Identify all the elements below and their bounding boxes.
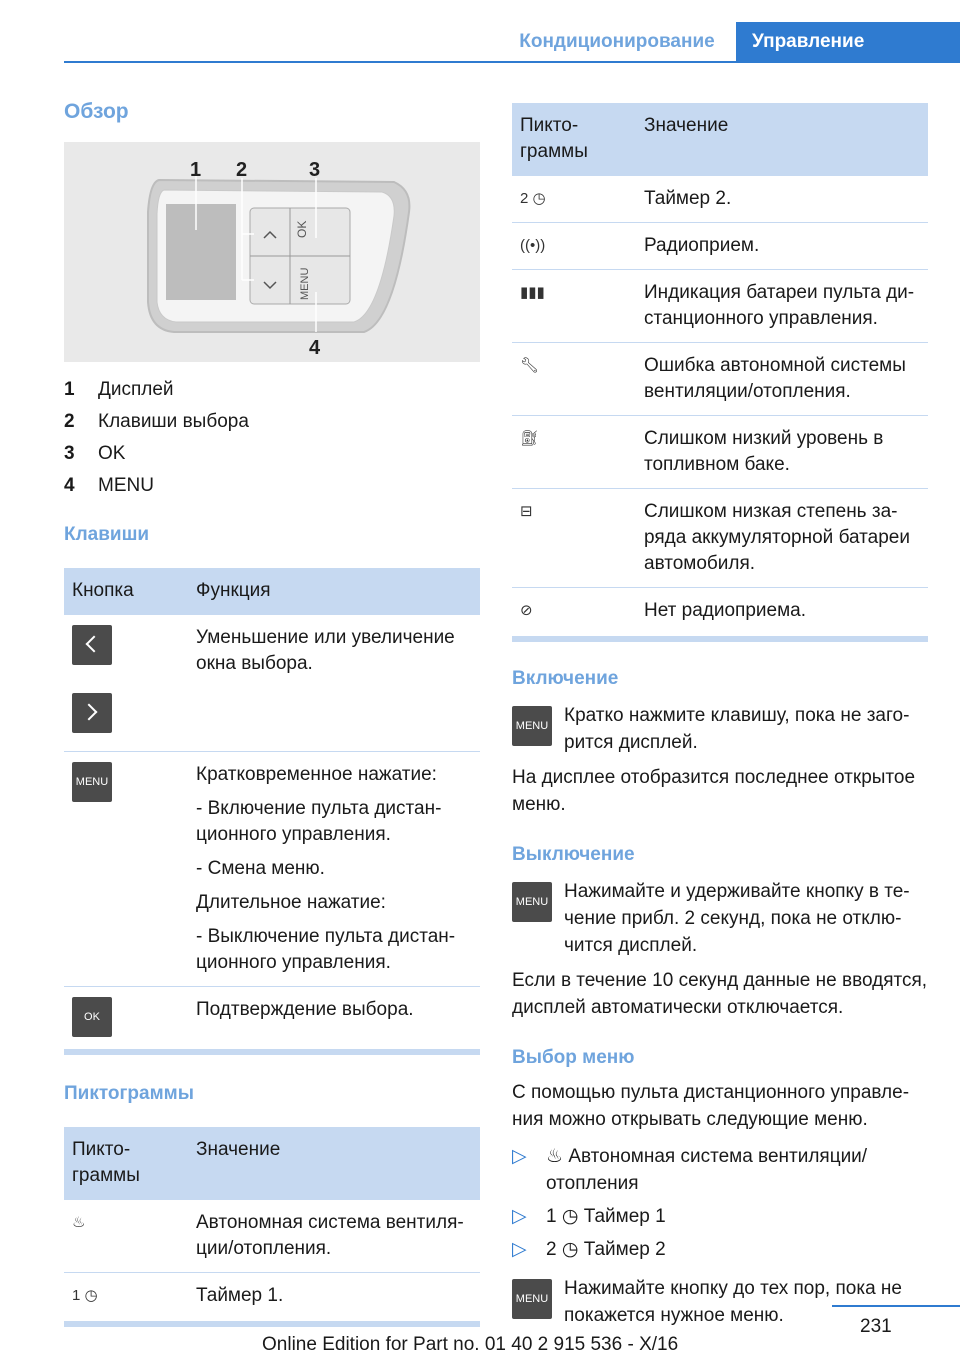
keys-table	[64, 568, 480, 1055]
table-header-row	[64, 568, 480, 615]
list-item	[512, 1203, 928, 1230]
right-arrow-key-icon	[72, 693, 112, 733]
col-meaning-header: Значение	[188, 1127, 480, 1200]
switch-on-instruction	[512, 702, 928, 756]
overview-title: Обзор	[64, 100, 129, 123]
menu-key-icon: MENU	[72, 762, 112, 802]
function-line: - Выключение пульта дистанционного управления.	[196, 926, 456, 973]
heater-icon: ♨	[72, 1214, 86, 1231]
figure-callout-1: 1	[190, 159, 202, 181]
switch-off-title: Выключение	[512, 844, 635, 865]
legend-num: 2	[64, 411, 75, 432]
function-line: Кратковременное нажатие:	[196, 764, 437, 785]
menu-select-intro: С помощью пульта дистанционного управления можно открывать следующие меню.	[512, 1082, 910, 1130]
menu-key-icon: MENU	[512, 882, 552, 922]
table-row	[512, 489, 928, 588]
timer-icon: ◷	[532, 190, 546, 207]
meaning-text: Таймер 1.	[188, 1273, 480, 1325]
page-number: 231	[860, 1316, 892, 1337]
table-row	[512, 416, 928, 489]
ok-key-icon: OK	[72, 997, 112, 1037]
pictograms-table-right	[512, 103, 928, 642]
meaning-text: Слишком низкая степень заряда аккумуляторной батареи автомобиля.	[636, 489, 928, 588]
radio-icon: ((•))	[520, 237, 546, 254]
col-function-header: Функция	[188, 568, 480, 615]
legend-text: OK	[98, 443, 126, 464]
no-radio-icon: ⊘	[520, 602, 533, 619]
switch-on-text: Кратко нажмите клавишу, пока не загорится дисплей.	[564, 705, 910, 753]
page-header	[0, 22, 960, 62]
timer-icon: ◷	[561, 1239, 579, 1260]
legend-text: Дисплей	[98, 379, 174, 400]
left-column	[64, 100, 480, 1327]
timer-prefix: 2	[520, 190, 529, 207]
timer-prefix: 1	[72, 1287, 81, 1304]
row-function-text: Уменьшение или увеличение окна выбора.	[188, 615, 480, 752]
menu-select-title: Выбор меню	[512, 1047, 635, 1068]
list-item-text: Автономная система вентиляции/отопления	[546, 1146, 868, 1194]
list-item-text: Таймер 2	[583, 1239, 666, 1260]
pictograms-title: Пиктограммы	[64, 1083, 194, 1104]
table-row	[512, 176, 928, 223]
car-battery-icon: ⊟	[520, 503, 533, 520]
figure-legend	[64, 374, 480, 502]
row-function-text: Подтверждение выбора.	[188, 987, 480, 1053]
figure-key-menu: MENU	[299, 267, 311, 300]
legend-num: 4	[64, 475, 75, 496]
legend-text: Клавиши выбора	[98, 411, 249, 432]
table-header-row	[512, 103, 928, 176]
keys-title: Клавиши	[64, 524, 150, 545]
meaning-text: Таймер 2.	[636, 176, 928, 223]
function-line: - Смена меню.	[196, 858, 325, 879]
table-row	[64, 987, 480, 1053]
col-pictogram-header: Пиктограммы	[512, 103, 636, 176]
timer-prefix: 2	[546, 1239, 557, 1260]
right-column	[512, 103, 928, 1329]
figure-callout-2: 2	[236, 159, 248, 181]
table-header-row	[64, 1127, 480, 1200]
table-row	[64, 1273, 480, 1325]
function-line: - Включение пульта дистанционного управления.	[196, 798, 442, 845]
timer-icon: ◷	[561, 1206, 579, 1227]
table-row	[512, 223, 928, 270]
legend-item	[64, 438, 480, 470]
meaning-text: Нет радиоприема.	[636, 588, 928, 640]
meaning-text: Автономная система вентиляции/отопления.	[188, 1200, 480, 1273]
edition-note: Online Edition for Part no. 01 40 2 915 536 - X/16	[262, 1334, 679, 1355]
meaning-text: Ошибка автономной системы вентиляции/отопления.	[636, 343, 928, 416]
remote-control-illustration	[64, 142, 480, 362]
table-row	[512, 270, 928, 343]
table-row	[64, 615, 480, 752]
timer-icon: ◷	[84, 1287, 98, 1304]
timer-prefix: 1	[546, 1206, 557, 1227]
menu-key-icon: MENU	[512, 706, 552, 746]
figure-callout-4: 4	[309, 337, 321, 359]
figure-callout-3: 3	[309, 159, 321, 181]
header-rule	[64, 61, 960, 63]
legend-num: 1	[64, 379, 75, 400]
heater-icon: ♨	[546, 1146, 564, 1167]
bullet-marker: ▷	[512, 1206, 527, 1227]
switch-off-instruction	[512, 878, 928, 959]
tab-controls[interactable]: Управление	[736, 22, 960, 62]
switch-off-note: Если в течение 10 секунд данные не вводятся, дисплей автоматически отключается.	[512, 970, 928, 1018]
table-row	[64, 1200, 480, 1273]
figure-key-ok: OK	[295, 220, 309, 238]
table-row	[512, 588, 928, 640]
remote-control-figure	[64, 142, 480, 362]
list-item-text: Таймер 1	[583, 1206, 666, 1227]
col-meaning-header: Значение	[636, 103, 928, 176]
legend-item	[64, 470, 480, 502]
col-pictogram-header: Пиктограммы	[64, 1127, 188, 1200]
legend-num: 3	[64, 443, 75, 464]
fuel-icon: ⛽︎	[520, 430, 540, 447]
switch-off-text: Нажимайте и удерживайте кнопку в течение прибл. 2 секунд, пока не отключится дисплей.	[564, 881, 910, 956]
list-item	[512, 1143, 928, 1197]
pictograms-table-left	[64, 1127, 480, 1327]
legend-item	[64, 374, 480, 406]
switch-on-note: На дисплее отобразится последнее открытое меню.	[512, 767, 916, 815]
bullet-marker: ▷	[512, 1239, 527, 1260]
footer-rule	[832, 1305, 960, 1307]
menu-key-icon: MENU	[512, 1279, 552, 1319]
legend-text: MENU	[98, 475, 154, 496]
menu-select-outro: Нажимайте кнопку до тех пор, пока не покажется нужное меню.	[564, 1278, 902, 1326]
meaning-text: Индикация батареи пульта дистанционного управления.	[636, 270, 928, 343]
meaning-text: Слишком низкий уровень в топливном баке.	[636, 416, 928, 489]
legend-item	[64, 406, 480, 438]
menu-list	[512, 1143, 928, 1263]
function-line: Длительное нажатие:	[196, 892, 386, 913]
left-arrow-key-icon	[72, 625, 112, 665]
battery-icon: ▮▮▮	[520, 284, 545, 301]
list-item	[512, 1236, 928, 1263]
table-row	[64, 752, 480, 987]
switch-on-title: Включение	[512, 668, 619, 689]
wrench-icon: 🔧︎	[520, 357, 540, 374]
col-button-header: Кнопка	[64, 568, 188, 615]
bullet-marker: ▷	[512, 1146, 527, 1167]
meaning-text: Радиоприем.	[636, 223, 928, 270]
table-row	[512, 343, 928, 416]
tab-air-conditioning[interactable]: Кондиционирование	[519, 31, 715, 52]
